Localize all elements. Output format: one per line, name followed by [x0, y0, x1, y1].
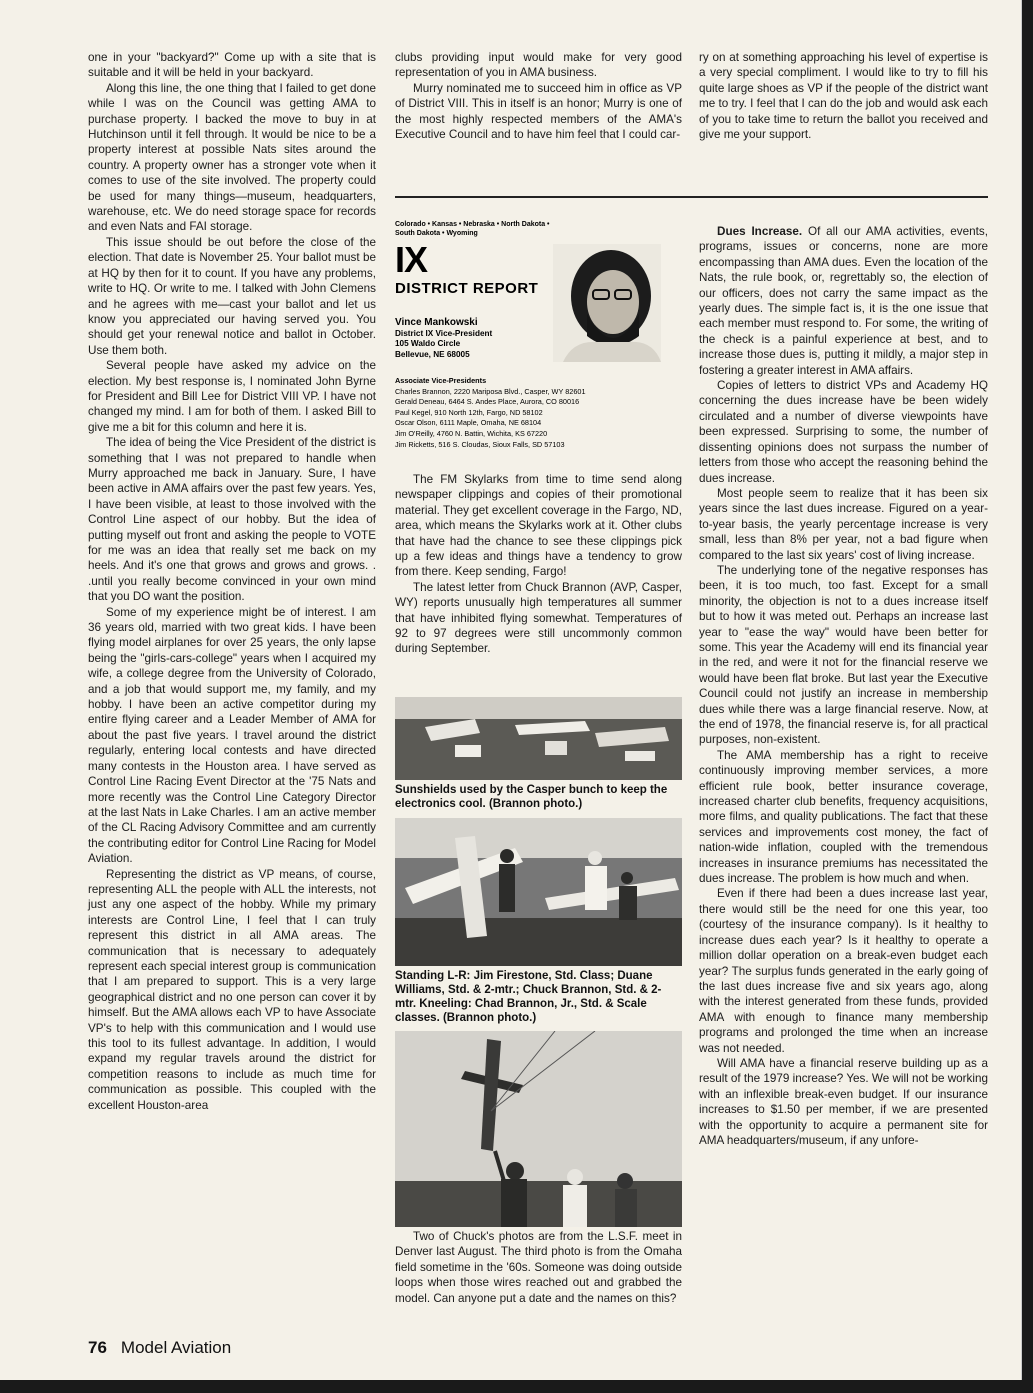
paragraph	[699, 886, 988, 1055]
paragraph	[395, 580, 682, 657]
vp-name: Vince Mankowski	[395, 317, 478, 328]
paragraph	[88, 435, 376, 604]
page-footer	[88, 1338, 231, 1358]
paragraph	[699, 748, 988, 887]
paragraph	[88, 358, 376, 435]
vp-city: Bellevue, NE 68005	[395, 349, 470, 359]
magazine-name: Model Aviation	[120, 1338, 232, 1357]
section-divider	[395, 196, 988, 198]
paragraph	[699, 486, 988, 563]
paragraph	[395, 50, 682, 81]
vp-title: District IX Vice-President	[395, 328, 493, 338]
paragraph	[88, 235, 376, 358]
photo-sunshields	[395, 697, 682, 780]
paragraph-text: This issue should be out before the close of the election. That date is November 25. Your ballot must be at HQ by then for it to count. If you have any problems, write to HQ. Or write to me. I talked with John Clemens and he agrees with me—cast your ballot and let us know you appreciated our having served you. You should get your renewal notice and ballot in October. Use them both.	[88, 235, 376, 357]
paragraph-text: Copies of letters to district VPs and Academy HQ concerning the dues increase have be been widely circulated and a number of diverse viewpoints have been expressed. Surprising to some, the number of dissenting opinions does not surpass the number of letters from those who accept the reasoning behind the dues increase.	[699, 379, 988, 485]
paragraph-text: Some of my experience might be of interest. I am 36 years old, married with two great kids. I have been flying model airplanes for over 25 years, the only lapse being the "girls-cars-college" years when I acquired my wife, a college degree from the University of Colorado, and a job that would support me, my family, and my hobby. I have been an active competitor during my entire flying career and a Leader Member of AMA for about the past five years. I travel around the district regularly, entering local contests and have directed many contests in the Houston area. I have served as Control Line Racing Event Director at the '75 Nats and more recently was the Control Line Category Director at the last Nats in Lake Charles. I am an active member of the CL Racing Advisory Committee and am currently the contributing editor for Control Line Racing for Model Aviation.	[88, 605, 376, 866]
paragraph-text: The FM Skylarks from time to time send along newspaper clippings and copies of their promotional material. They get excellent coverage in the Fargo, ND, area, which means the Skylarks work at it. Other clubs that have had the chance to see these clippings pick up a few ideas and things have a tendency to grow from there. Keep sending, Fargo!	[395, 473, 682, 579]
caption-photo-3: Two of Chuck's photos are from the L.S.F. meet in Denver last August. The third photo is from the Omaha field sometime in the '60s. Someone was doing outside loops when those wires reached out and grabbed the model. Can anyone put a date and the names on this?	[395, 1230, 682, 1305]
column-2-bottom	[395, 472, 682, 657]
paragraph-text: The AMA membership has a right to receive continuously improving member services, a more efficient rule book, better insurance coverage, increased charter club benefits, frequency acquisitions, more films, and quality publications. The fact that these services and improvements cost money, the fact of nation-wide inflation, coupled with the tremendous increases in insurance premiums has necessitated the dues increase. The problem is how much and when.	[699, 748, 988, 886]
column-1	[88, 50, 376, 1113]
district-report-header	[395, 220, 682, 468]
paragraph	[395, 81, 682, 143]
caption-photo-1: Sunshields used by the Casper bunch to keep the electronics cool. (Brannon photo.)	[395, 784, 668, 810]
associate-vp-entry: Charles Brannon, 2220 Mariposa Blvd., Casper, WY 82601	[395, 386, 586, 396]
paragraph	[699, 50, 988, 142]
vp-portrait-photo	[553, 244, 661, 362]
paragraph	[699, 224, 988, 378]
paragraph-text: The idea of being the Vice President of the district is something that I was not prepared to handle when Murry approached me back in January. Sure, I have been active in AMA affairs over the past few years. Yes, I have been visible, at least to those involved with the Control Line aspect of our hobby. But the idea of putting myself out front and asking the people to VOTE for me was an idea that really set me back on my heels. And it's one that grows and grows and grows. . .until you really become convinced in your own mind that you DO want the position.	[88, 436, 376, 604]
paragraph-text: Of all our AMA activities, events, programs, issues or concerns, none are more encompassing than AMA dues. Even the location of the Nats, the rule book, or, regrettably so, the election of our officers, does not carry the same impact as the yearly dues. The simple fact is, it is the one issue that each member must respond to. For some, the writing of the check is a painful experience at best, and to increase those dues is, putting it mildly, a major step in fostering a greater interest in AMA affairs.	[699, 225, 988, 377]
paragraph-text: Most people seem to realize that it has been six years since the last dues increase. Figured on a year-to-year basis, the yearly percentage increase is very small, less than 8% per year, not a bad figure when compared to the last six years' cost of living increase.	[699, 486, 988, 562]
district-number: IX	[395, 239, 428, 280]
page-number: 76	[88, 1338, 107, 1357]
associate-vp-entry: Gerald Deneau, 6464 S. Andes Place, Aurora, CO 80016	[395, 397, 580, 407]
paragraph-text: The latest letter from Chuck Brannon (AVP, Casper, WY) reports unusually high temperatures all summer that have inhibited flying somewhat. Temperatures of 92 to 97 degrees were still uncommonly common during September.	[395, 580, 682, 656]
paragraph-text: Will AMA have a financial reserve building up as a result of the 1979 increase? Yes. We will not be working with an inflexible break-even budget. If our insurance increases to $1.50 per member, if we are presented with the opportunity to acquire a permanent site for AMA headquarters/museum, if any unfore-	[699, 1056, 988, 1147]
paragraph	[88, 605, 376, 867]
paragraph-text: Along this line, the one thing that I failed to get done while I was on the Council was getting AMA to purchase property. I backed the move to buy in at Hutchinson until it fell through. It would be nice to be a property interest at possible Nats sites around the country. A property owner has a stronger vote when it comes to use of the site involved. The property could be used for many things—museum, headquarters, warehouse, etc. We do need storage space for records and even Nats and FAI storage.	[88, 81, 376, 234]
paragraph-text: ry on at something approaching his level of expertise is a very special compliment. I would like to try to fill his quite large shoes as VP if the people of the district want me to try. I feel that I can do the job and would ask each of you to take time to return the ballot you received and give me your support.	[699, 51, 988, 142]
paragraph	[88, 867, 376, 1114]
associate-vp-entry: Jim Ricketts, 516 S. Cloudas, Sioux Falls, SD 57103	[395, 439, 565, 449]
column-3-top	[699, 50, 988, 142]
paragraph-text: one in your "backyard?" Come up with a site that is suitable and it will be held in your backyard.	[88, 51, 376, 80]
paragraph	[395, 472, 682, 580]
paragraph	[88, 81, 376, 235]
paragraph	[699, 1056, 988, 1148]
vp-street: 105 Waldo Circle	[395, 339, 461, 349]
district-report-title: DISTRICT REPORT	[395, 280, 539, 297]
associate-vp-entry: Paul Kegel, 910 North 12th, Fargo, ND 58102	[395, 407, 543, 417]
associate-vp-entry: Jim O'Reilly, 4760 N. Battin, Wichita, KS 67220	[395, 428, 548, 438]
paragraph-text: The underlying tone of the negative responses has been, it is too much, too fast. Except for a small minority, the objection is not to a dues increase itself but to how it was meted out. Perhaps an increase last year to "ease the way" would have been better for some. This year the Academy will end its financial year in the red, and were it not for the financial reserve we would have been flat broke. But last year the Executive Council could not justify an increase in membership dues while there was a large financial reserve. Now, at the end of 1978, the financial reserve is, for all practical purposes, non-existent.	[699, 563, 988, 747]
paragraph-lead: Dues Increase.	[717, 225, 803, 238]
associate-vps	[395, 376, 682, 450]
paragraph	[699, 378, 988, 486]
paragraph-text: clubs providing input would make for very good representation of you in AMA business.	[395, 51, 682, 80]
caption-photo-2: Standing L-R: Jim Firestone, Std. Class; Duane Williams, Std. & 2-mtr.; Chuck Brannon, Std. & 2-mtr. Kneeling: Chad Brannon, Jr., Std. & Scale classes. (Brannon photo.)	[395, 970, 662, 1024]
caption-photo-3-block	[395, 1229, 682, 1306]
photo-omaha-wires	[395, 1031, 682, 1227]
associate-vp-entry: Oscar Olson, 6111 Maple, Omaha, NE 68104	[395, 418, 542, 428]
paragraph-text: Murry nominated me to succeed him in office as VP of District VIII. This in itself is an honor; Murry is one of the most highly respected members of the AMA's Executive Council and to have him feel that I could car-	[395, 81, 682, 142]
column-2-top	[395, 50, 682, 142]
paragraph-text: Representing the district as VP means, of course, representing ALL the people with ALL the interests, not just any one aspect of the hobby. While my primary interests are Control Line, I feel that I can truly represent this district in all AMA areas. The communication that is necessary to adequately represent each special interest group is communication that I am prepared to support. This is a very large geographical district and no one person can cover it by himself. But the AMA allows each VP to have Associate VP's to help with this communication and I would use this tool to its fullest advantage. In addition, I would expand my regular travels around the district for competition reasons to include as much time for communication as possible. This coupled with the excellent Houston-area	[88, 867, 376, 1112]
paragraph	[88, 50, 376, 81]
paragraph	[699, 563, 988, 748]
vp-contact	[395, 318, 565, 360]
photo-team	[395, 818, 682, 966]
district-states: Colorado • Kansas • Nebraska • North Dakota • South Dakota • Wyoming	[395, 221, 550, 237]
paragraph-text: Several people have asked my advice on the election. My best response is, I nominated John Byrne for President and Bill Lee for District VIII VP. I have not changed my mind. I am for both of them. I asked Bill to give me a bit for this column and here it is.	[88, 359, 376, 434]
paragraph-text: Even if there had been a dues increase last year, there would still be the need for one this year, too (courtesy of the insurance company). Is it healthy to increase dues each year? Is it healthy to operate a million dollar operation on a break-even budget each year? The surplus funds generated in the early going of the last dues increase five and six years ago, along with the interest generated from these funds, provided AMA with enough to finance many membership programs and prolonged the time when an increase was not needed.	[699, 887, 988, 1055]
column-3-bottom	[699, 224, 988, 1148]
associate-vps-list	[395, 387, 682, 451]
associate-vps-heading: Associate Vice-Presidents	[395, 376, 487, 385]
